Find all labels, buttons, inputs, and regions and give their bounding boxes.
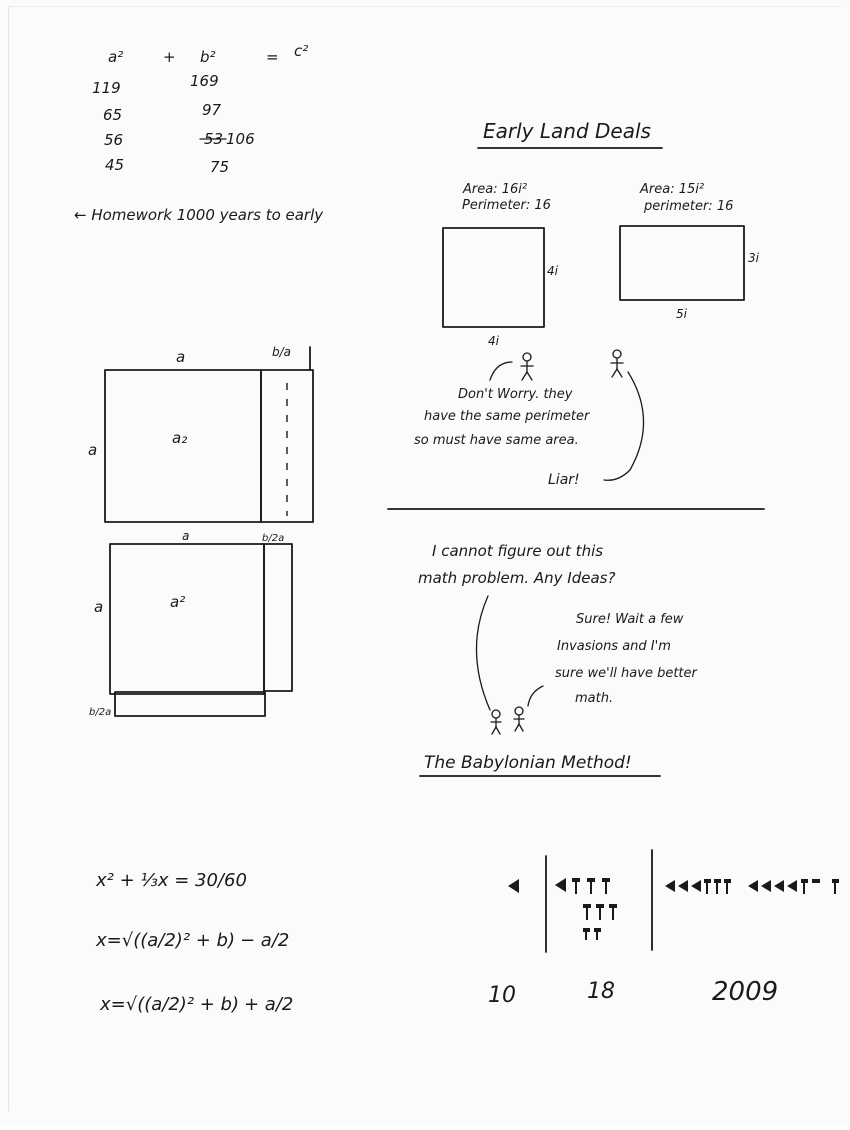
triple-b-2: 97 [202, 101, 222, 119]
struck-value: 53 [204, 130, 224, 148]
speech-line-1: Don't Worry. they [458, 387, 573, 402]
answer-line-1: Sure! Wait a few [576, 612, 684, 627]
answer-line-4: math. [575, 691, 614, 706]
triple-a-1: 119 [92, 79, 121, 97]
formula-3-term: + a/2 [244, 994, 294, 1015]
eq-plus: + [163, 48, 176, 66]
formula-2-root: x=√((a/2)² + b) [96, 930, 236, 951]
eq-a2: a² [108, 48, 124, 66]
answer-line-2: Invasions and I'm [557, 639, 671, 654]
cuneiform-number-2009: 2009 [712, 977, 779, 1007]
question-line-1: I cannot figure out this [432, 542, 604, 560]
right-area: Area: 15i² [640, 182, 705, 197]
left-bottom-label: 4i [488, 334, 499, 348]
answer-line-3: sure we'll have better [555, 666, 697, 681]
question-line-2: math problem. Any Ideas? [418, 569, 616, 587]
formula-2-term: − a/2 [240, 930, 290, 951]
triple-b-4: 75 [210, 158, 230, 176]
method-title: The Babylonian Method! [424, 753, 632, 773]
square-a-left: a [88, 441, 98, 459]
left-perimeter: Perimeter: 16 [462, 198, 551, 213]
strip-bottom-label: b/2a [89, 707, 112, 718]
square2-center: a² [170, 593, 186, 611]
triple-a-4: 45 [105, 156, 125, 174]
eq-equals: = [266, 48, 279, 66]
eq-b2: b² [200, 48, 216, 66]
triple-a-3: 56 [104, 131, 124, 149]
triple-a-2: 65 [103, 106, 123, 124]
speech-reply: Liar! [548, 472, 580, 488]
strip-label: b/a [272, 345, 292, 359]
right-side-label: 3i [748, 251, 759, 265]
square-a-center: a₂ [172, 429, 188, 447]
right-perimeter: perimeter: 16 [644, 199, 734, 214]
square-a-top: a [176, 348, 186, 366]
land-deals-title: Early Land Deals [483, 119, 651, 143]
formula-3-root: x=√((a/2)² + b) [100, 994, 240, 1015]
triple-b-3: 106 [226, 130, 255, 148]
speech-line-2: have the same perimeter [424, 409, 590, 424]
left-area: Area: 16i² [463, 182, 528, 197]
speech-line-3: so must have same area. [414, 433, 579, 448]
formula-1: x² + ⅓x = 30/60 [96, 870, 247, 891]
homework-note: ← Homework 1000 years to early [74, 206, 324, 224]
cuneiform-number-18: 18 [587, 979, 615, 1004]
square2-top: a [182, 529, 190, 543]
left-side-label: 4i [547, 264, 558, 278]
eq-c2: c² [294, 42, 309, 60]
cuneiform-number-10: 10 [488, 983, 516, 1008]
paper-edge [8, 6, 841, 1111]
triple-b-1: 169 [190, 72, 219, 90]
right-bottom-label: 5i [676, 307, 687, 321]
strip-right-label: b/2a [262, 533, 285, 544]
square2-left: a [94, 598, 104, 616]
